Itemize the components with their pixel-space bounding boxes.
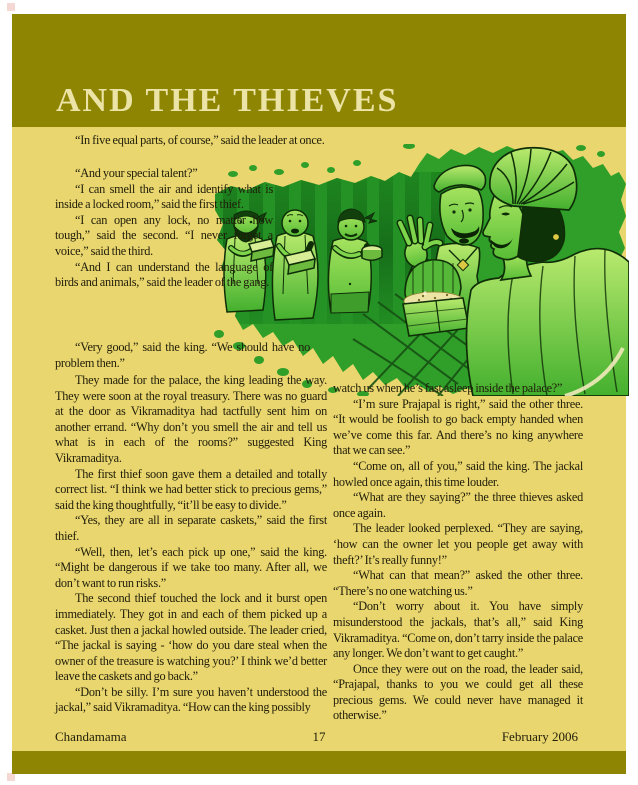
page-title: AND THE THIEVES xyxy=(56,82,399,119)
story-paragraph: “I’m sure Prajapal is right,” said the other three. “It would be foolish to go back empty handed when we’ve come this far. And there’s no king anywhere that we can see.” xyxy=(333,396,583,458)
story-paragraph: “Come on, all of you,” said the king. The jackal howled once again, this time louder. xyxy=(333,458,583,489)
story-paragraph: They made for the palace, the king leading the way. They were soon at the royal treasury. There was no guard at the door as Vikramaditya had tactfully sent him on another errand. “Why don’t you smell the air and tell us what is in each of the rooms?” suggested King Vikramaditya. xyxy=(55,373,327,465)
story-paragraph: “Don’t worry about it. You have simply misunderstood the jackals, that’s all,” said King Vikramaditya. “Come on, don’t tarry inside the palace any longer. We don’t want to get caught.” xyxy=(333,599,583,661)
story-paragraph: “What are they saying?” the three thieves asked once again. xyxy=(333,490,583,520)
story-paragraph: “In five equal parts, of course,” said the leader at once. xyxy=(75,133,325,147)
story-paragraph: The first thief soon gave them a detailed and totally correct list. “I think we had better stick to precious gems,” said the king thoughtfully, “it’ll be easy to divide.” xyxy=(55,466,327,512)
print-registration-mark xyxy=(7,773,15,781)
story-paragraph: “Don’t be silly. I’m sure you haven’t understood the jackal,” said Vikramaditya. “How can the king possibly xyxy=(55,684,327,715)
story-paragraph: The leader looked perplexed. “They are saying, ‘how can the owner let you people get away with theft?’ It’s really funny!” xyxy=(333,521,583,567)
page-footer xyxy=(12,729,626,749)
story-paragraph: “And I can understand the language of birds and animals,” said the leader of the gang. xyxy=(55,259,273,290)
magazine-name: Chandamama xyxy=(55,729,127,744)
story-paragraph: “What can that mean?” asked the other three. “There’s no one watching us.” xyxy=(333,568,583,598)
story-paragraph: “Yes, they are all in separate caskets,” said the first thief. xyxy=(55,513,327,543)
story-paragraph: “I can open any lock, no matter how tough,” said the second. “I never forget a voice,” said the third. xyxy=(55,212,273,258)
issue-date: February 2006 xyxy=(501,729,578,744)
footer-band xyxy=(12,751,626,774)
story-block-left-c xyxy=(55,340,310,371)
story-paragraph: The second thief touched the lock and it burst open immediately. They got in and each of them picked up a casket. Just then a jackal howled outside. The leader cried, “The jackal is saying - ‘how do you dare steal when the owner of the treasure is watching you?’ I think we’d better leave the caskets and go back.” xyxy=(55,591,327,684)
story-paragraph: Once they were out on the road, the leader said, “Prajapal, thanks to you we could get all these precious gems. We could never have managed it otherwise.” xyxy=(333,661,583,723)
story-block-left-b xyxy=(55,166,273,291)
story-paragraph: “I can smell the air and identify what is inside a locked room,” said the first thief. xyxy=(55,181,273,212)
page-number: 17 xyxy=(312,729,326,744)
story-column-right xyxy=(333,381,583,724)
story-paragraph: “Well, then, let’s each pick up one,” said the king. “Might be dangerous if we take too many. After all, we don’t want to run risks.” xyxy=(55,544,327,590)
story-paragraph: watch us when he’s fast asleep inside the palace?” xyxy=(333,381,563,395)
story-block-left-a xyxy=(55,133,327,149)
story-paragraph: “Very good,” said the king. “We should have no problem then.” xyxy=(55,340,310,370)
print-registration-mark xyxy=(7,3,15,11)
header-band xyxy=(12,14,626,127)
story-paragraph: “And your special talent?” xyxy=(75,166,198,180)
story-block-left-d xyxy=(55,373,327,716)
